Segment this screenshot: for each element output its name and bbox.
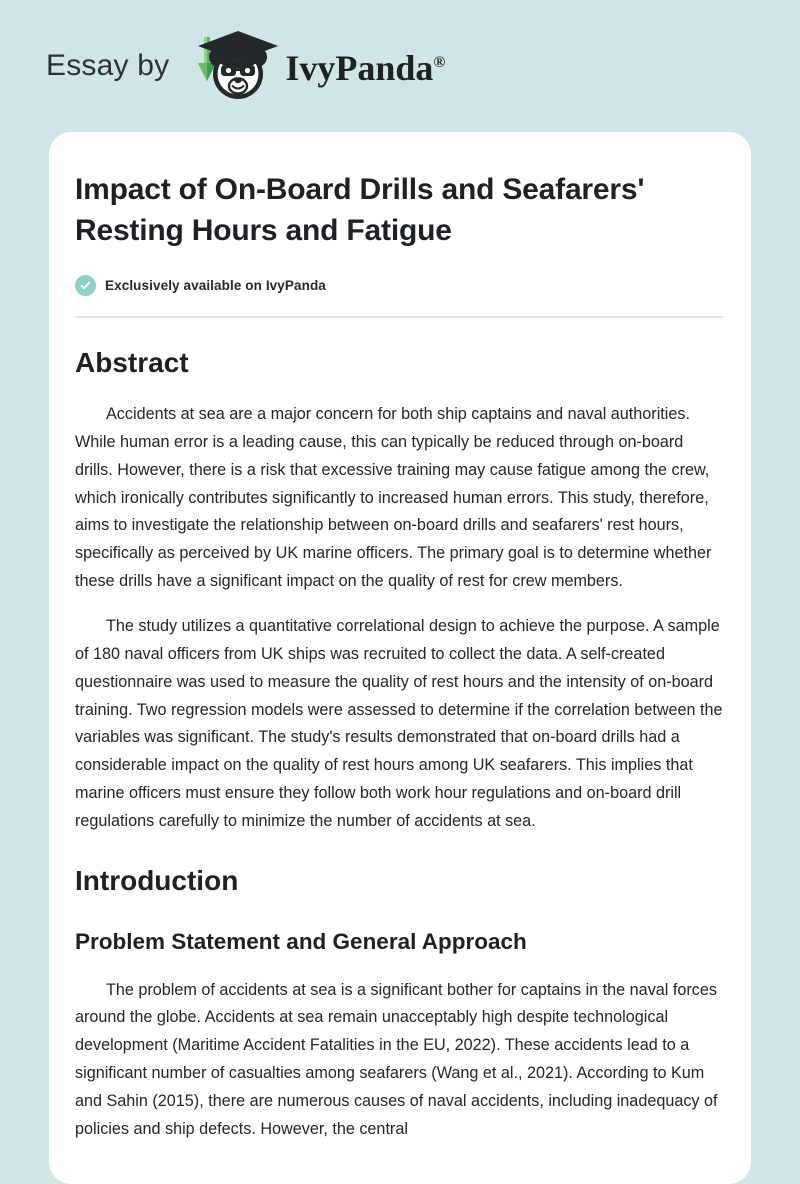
page-title: Impact of On-Board Drills and Seafarers' Resting Hours and Fatigue [75, 173, 645, 247]
exclusivity-badge-label: Exclusively available on IvyPanda [105, 277, 326, 293]
panda-graduate-logo-icon [185, 29, 281, 103]
brand-header [0, 0, 800, 132]
paragraph: The problem of accidents at sea is a significant bother for captains in the naval forces around the globe. Accidents at sea remain unacceptably high despite technological development (Maritime Accident Fatalities in the EU, 2022). These accidents lead to a significant number of casualties among seafarers (Wang et al., 2021). According to Kum and Sahin (2015), there are numerous causes of naval accidents, including inadequacy of policies and ship defects. However, the central [75, 980, 718, 1138]
paragraph: The study utilizes a quantitative correlational design to achieve the purpose. A sample of 180 naval officers from UK ships was recruited to collect the data. A self-created questionnaire was used to measure the quality of rest hours and the intensity of on-board training. Two regression models were assessed to determine if the correlation between the variables was significant. The study's results demonstrated that on-board drills had a considerable impact on the quality of rest hours among UK seafarers. This implies that marine officers must ensure they follow both work hour regulations and on-board drill regulations carefully to minimize the number of accidents at sea. [75, 617, 723, 831]
section-heading-abstract: Abstract [75, 346, 189, 378]
exclusivity-badge [75, 275, 723, 296]
ivypanda-logo[interactable] [185, 29, 445, 103]
sub-heading-problem-statement: Problem Statement and General Approach [75, 929, 527, 955]
title-divider [75, 316, 723, 318]
ivypanda-wordmark [285, 50, 445, 86]
registered-trademark-icon: ® [433, 54, 446, 71]
section-heading-introduction: Introduction [75, 864, 239, 896]
paragraph: Accidents at sea are a major concern for both ship captains and naval authorities. While human error is a leading cause, this can typically be reduced through on-board drills. However, there is a risk that excessive training may cause fatigue among the crew, which ironically contributes significantly to increased human errors. This study, therefore, aims to investigate the relationship between on-board drills and seafarers' rest hours, specifically as perceived by UK marine officers. The primary goal is to determine whether these drills have a significant impact on the quality of rest for crew members. [75, 404, 712, 591]
brand-name-text: IvyPanda [285, 48, 434, 88]
essay-by-label: Essay by [46, 49, 170, 82]
essay-paper-card [49, 132, 751, 1184]
check-circle-icon [75, 275, 96, 296]
